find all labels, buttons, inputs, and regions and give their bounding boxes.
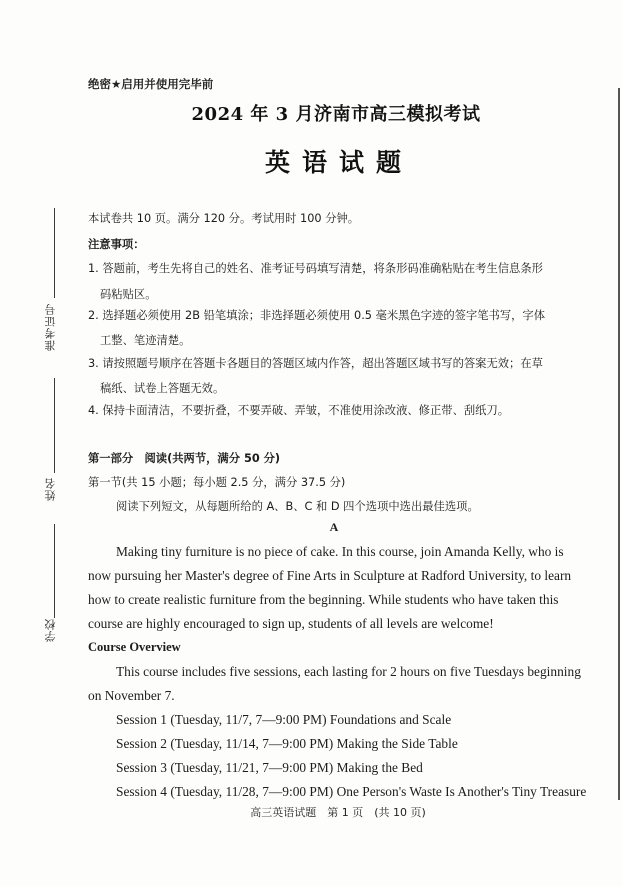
notice-item: 3. 请按照题号顺序在答题卡各题目的答题区域内作答，超出答题区域书写的答案无效；在草 [88, 357, 543, 370]
exam-title: 2024 年 3 月济南市高三模拟考试 [191, 104, 481, 125]
subject-title: 英语试题 [264, 148, 413, 177]
school-label: 学校 [44, 618, 57, 642]
notice-item-continued: 工整、笔迹清楚。 [100, 334, 191, 347]
name-label: 姓名 [44, 477, 57, 501]
passage-label: A [329, 520, 339, 534]
page-border [618, 88, 620, 800]
session-item: Session 3 (Tuesday, 11/21, 7—9:00 PM) Making the Bed [116, 760, 423, 775]
binding-line [54, 378, 55, 473]
binding-line [54, 524, 55, 618]
session-item: Session 4 (Tuesday, 11/28, 7—9:00 PM) One Person's Waste Is Another's Tiny Treasure [116, 784, 587, 799]
overview-line: This course includes five sessions, each lasting for 2 hours on five Tuesdays beginning [116, 664, 581, 679]
admission-number-label: 准考证号 [44, 303, 57, 351]
section-heading: 第一节(共 15 小题；每小题 2.5 分，满分 37.5 分) [88, 476, 346, 489]
overview-line: on November 7. [88, 688, 175, 703]
notice-item: 4. 保持卡面清洁，不要折叠，不要弄破、弄皱，不准使用涂改液、修正带、刮纸刀。 [88, 404, 510, 417]
notice-heading: 注意事项： [88, 238, 145, 251]
notice-item-continued: 码粘贴区。 [100, 288, 157, 301]
passage-line: course are highly encouraged to sign up, students of all levels are welcome! [88, 616, 494, 631]
session-item: Session 2 (Tuesday, 11/14, 7—9:00 PM) Making the Side Table [116, 736, 458, 751]
passage-line: now pursuing her Master's degree of Fine Arts in Sculpture at Radford University, to learn [88, 568, 572, 583]
part-heading: 第一部分 阅读(共两节，满分 50 分) [88, 452, 281, 465]
session-item: Session 1 (Tuesday, 11/7, 7—9:00 PM) Foundations and Scale [116, 712, 452, 727]
confidential-notice: 绝密★启用并使用完毕前 [88, 77, 214, 91]
passage-line: how to create realistic furniture from the beginning. While students who have taken this [88, 592, 559, 607]
reading-instruction: 阅读下列短文，从每题所给的 A、B、C 和 D 四个选项中选出最佳选项。 [116, 500, 479, 513]
notice-item: 1. 答题前，考生先将自己的姓名、准考证号码填写清楚，将条形码准确粘贴在考生信息条形 [88, 262, 543, 275]
course-overview-heading: Course Overview [88, 640, 181, 654]
notice-item: 2. 选择题必须使用 2B 铅笔填涂；非选择题必须使用 0.5 毫米黑色字迹的签字笔书写，字体 [88, 309, 546, 322]
exam-summary: 本试卷共 10 页。满分 120 分。考试用时 100 分钟。 [88, 212, 360, 225]
binding-line [54, 208, 55, 298]
page-footer: 高三英语试题 第 1 页 (共 10 页) [250, 806, 426, 819]
notice-item-continued: 稿纸、试卷上答题无效。 [100, 382, 225, 395]
passage-line: Making tiny furniture is no piece of cake. In this course, join Amanda Kelly, who is [116, 544, 564, 559]
